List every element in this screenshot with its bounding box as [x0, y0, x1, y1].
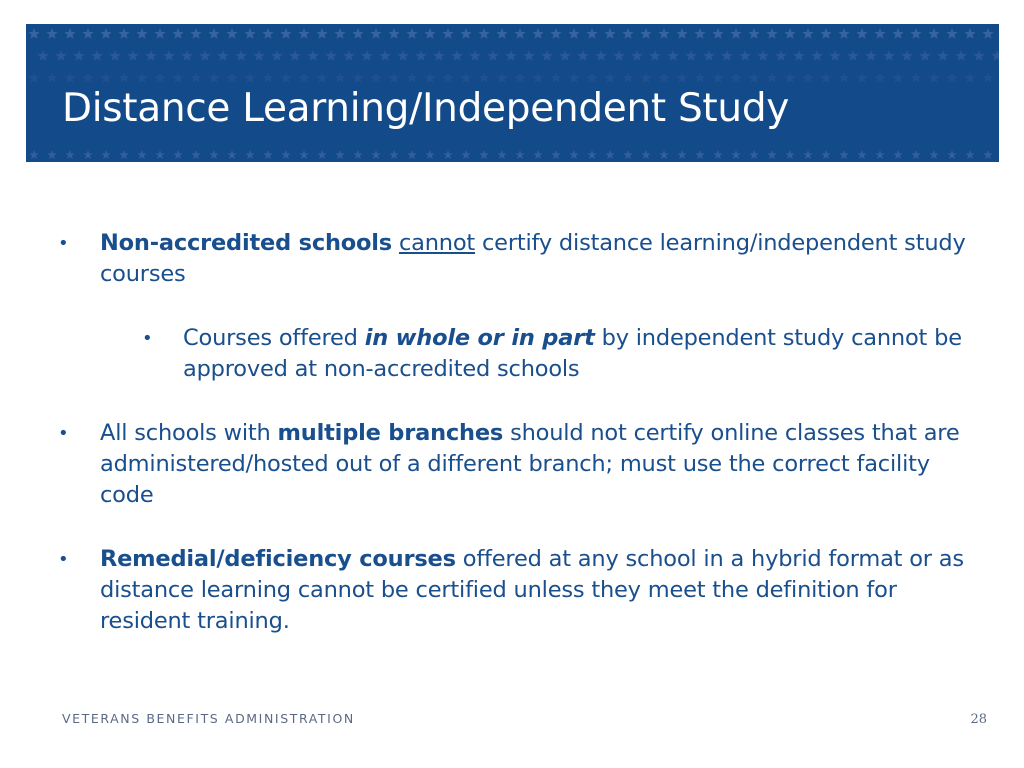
star-shape — [586, 28, 597, 39]
star-shape — [443, 150, 453, 159]
star-shape — [784, 28, 795, 39]
star-shape — [802, 28, 813, 39]
star-shape — [766, 28, 777, 39]
bullet-non-accredited — [58, 228, 978, 290]
star-shape — [695, 150, 705, 159]
star-shape — [703, 50, 714, 61]
star-shape — [460, 28, 471, 39]
star-shape — [839, 150, 849, 159]
star-shape — [910, 72, 921, 83]
star-shape — [514, 28, 525, 39]
star-shape — [388, 72, 399, 83]
star-shape — [631, 50, 642, 61]
star-shape — [208, 28, 219, 39]
star-shape — [226, 72, 237, 83]
star-shape — [281, 150, 291, 159]
star-shape — [217, 50, 228, 61]
bullet-text: by independent study cannot be approved at non-accredited schools — [183, 325, 962, 382]
star-shape — [101, 150, 111, 159]
star-shape — [622, 72, 633, 83]
star-shape — [199, 50, 210, 61]
star-shape — [298, 72, 309, 83]
star-shape — [226, 28, 237, 39]
star-shape — [929, 150, 939, 159]
star-shape — [731, 150, 741, 159]
star-shape — [568, 28, 579, 39]
bullet-bold-text: multiple branches — [277, 420, 504, 446]
star-shape — [515, 150, 525, 159]
star-shape — [757, 50, 768, 61]
bullet-dot: • — [142, 328, 153, 349]
star-shape — [245, 150, 255, 159]
star-shape — [604, 72, 615, 83]
star-shape — [605, 150, 615, 159]
star-shape — [371, 150, 381, 159]
star-shape — [136, 28, 147, 39]
star-shape — [802, 72, 813, 83]
star-shape — [982, 28, 993, 39]
star-shape — [883, 50, 894, 61]
star-shape — [172, 28, 183, 39]
star-shape — [694, 72, 705, 83]
sub-bullet-whole-or-part — [142, 323, 978, 385]
star-shape — [370, 28, 381, 39]
bullet-text: Courses offered — [183, 325, 358, 351]
star-shape — [946, 72, 957, 83]
star-shape — [361, 50, 372, 61]
star-shape — [469, 50, 480, 61]
star-shape — [47, 150, 57, 159]
star-shape — [712, 72, 723, 83]
star-shape — [145, 50, 156, 61]
star-shape — [262, 28, 273, 39]
star-shape — [137, 150, 147, 159]
star-shape — [713, 150, 723, 159]
star-shape — [244, 72, 255, 83]
star-shape — [190, 28, 201, 39]
star-shape — [442, 72, 453, 83]
star-shape — [109, 50, 120, 61]
star-shape — [343, 50, 354, 61]
star-shape — [677, 150, 687, 159]
star-shape — [155, 150, 165, 159]
star-shape — [424, 28, 435, 39]
bullet-bold-text: Remedial/deficiency courses — [100, 546, 456, 572]
star-shape — [928, 28, 939, 39]
star-shape — [865, 50, 876, 61]
star-shape — [622, 28, 633, 39]
star-shape — [577, 50, 588, 61]
star-shape — [379, 50, 390, 61]
star-shape — [983, 150, 993, 159]
star-shape — [893, 150, 903, 159]
star-shape — [64, 28, 75, 39]
star-shape — [766, 72, 777, 83]
star-shape — [649, 50, 660, 61]
star-shape — [982, 72, 993, 83]
star-shape — [451, 50, 462, 61]
star-shape — [946, 28, 957, 39]
star-shape — [307, 50, 318, 61]
star-shape — [793, 50, 804, 61]
star-shape — [397, 50, 408, 61]
star-shape — [442, 28, 453, 39]
star-shape — [640, 28, 651, 39]
star-shape — [335, 150, 345, 159]
star-shape — [640, 72, 651, 83]
star-shape — [658, 28, 669, 39]
star-shape — [586, 72, 597, 83]
star-shape — [847, 50, 858, 61]
star-shape — [173, 150, 183, 159]
star-shape — [964, 28, 975, 39]
star-shape — [28, 72, 39, 83]
star-shape — [803, 150, 813, 159]
star-shape — [118, 72, 129, 83]
star-shape — [811, 50, 822, 61]
star-shape — [64, 72, 75, 83]
star-shape — [100, 28, 111, 39]
star-shape — [334, 72, 345, 83]
star-shape — [478, 72, 489, 83]
title-banner — [26, 24, 999, 162]
star-shape — [587, 150, 597, 159]
star-shape — [964, 72, 975, 83]
bullet-text: certify distance learning/independent study courses — [100, 230, 966, 287]
bullet-text: offered at any school in a hybrid format or as distance learning cannot be certified unless they meet the definition for resident training. — [100, 546, 964, 634]
star-shape — [353, 150, 363, 159]
star-shape — [496, 28, 507, 39]
star-shape — [604, 28, 615, 39]
star-shape — [505, 50, 516, 61]
star-shape — [334, 28, 345, 39]
star-shape — [533, 150, 543, 159]
star-shape — [316, 72, 327, 83]
star-shape — [406, 28, 417, 39]
star-shape — [721, 50, 732, 61]
star-shape — [785, 150, 795, 159]
star-shape — [748, 28, 759, 39]
star-shape — [937, 50, 948, 61]
star-shape — [497, 150, 507, 159]
star-shape — [280, 72, 291, 83]
star-shape — [424, 72, 435, 83]
star-shape — [91, 50, 102, 61]
star-shape — [82, 72, 93, 83]
star-shape — [460, 72, 471, 83]
star-shape — [317, 150, 327, 159]
star-shape — [568, 72, 579, 83]
star-shape — [65, 150, 75, 159]
star-shape — [947, 150, 957, 159]
star-shape — [119, 150, 129, 159]
star-shape — [289, 50, 300, 61]
bullet-text: All schools with — [100, 420, 271, 446]
star-shape — [551, 150, 561, 159]
star-shape — [658, 72, 669, 83]
star-shape — [749, 150, 759, 159]
star-shape — [623, 150, 633, 159]
star-shape — [299, 150, 309, 159]
star-shape — [55, 50, 66, 61]
star-shape — [127, 50, 138, 61]
star-shape — [739, 50, 750, 61]
star-shape — [154, 72, 165, 83]
star-shape — [118, 28, 129, 39]
star-shape — [973, 50, 984, 61]
star-shape — [352, 28, 363, 39]
star-shape — [46, 28, 57, 39]
star-shape — [767, 150, 777, 159]
star-shape — [892, 28, 903, 39]
star-shape — [838, 28, 849, 39]
star-shape — [820, 28, 831, 39]
star-shape — [352, 72, 363, 83]
star-shape — [712, 28, 723, 39]
star-shape — [235, 50, 246, 61]
star-shape — [316, 28, 327, 39]
star-shape — [496, 72, 507, 83]
star-shape — [82, 28, 93, 39]
star-shape — [406, 72, 417, 83]
bullet-text: should not certify online classes that are administered/hosted out of a different branch; must use the correct facility code — [100, 420, 960, 508]
star-shape — [559, 50, 570, 61]
star-shape — [928, 72, 939, 83]
star-shape — [532, 72, 543, 83]
bullet-emphasis-text: in whole or in part — [364, 325, 595, 351]
star-shape — [569, 150, 579, 159]
star-shape — [532, 28, 543, 39]
bullet-dot: • — [58, 423, 69, 444]
star-shape — [100, 72, 111, 83]
star-shape — [685, 50, 696, 61]
star-shape — [514, 72, 525, 83]
star-shape — [911, 150, 921, 159]
star-shape — [875, 150, 885, 159]
star-shape — [370, 72, 381, 83]
star-shape — [874, 72, 885, 83]
bullet-underlined-text: cannot — [398, 230, 476, 256]
star-shape — [433, 50, 444, 61]
star-shape — [191, 150, 201, 159]
star-shape — [244, 28, 255, 39]
star-shape — [641, 150, 651, 159]
star-shape — [154, 28, 165, 39]
bullet-multiple-branches — [58, 418, 978, 511]
star-shape — [838, 72, 849, 83]
slide-content — [58, 228, 978, 637]
star-shape — [550, 28, 561, 39]
star-shape — [991, 50, 999, 61]
star-shape — [676, 72, 687, 83]
star-shape — [263, 150, 273, 159]
star-shape — [181, 50, 192, 61]
star-shape — [694, 28, 705, 39]
star-shape — [541, 50, 552, 61]
star-shape — [208, 72, 219, 83]
star-shape — [163, 50, 174, 61]
bullet-dot: • — [58, 549, 69, 570]
star-shape — [595, 50, 606, 61]
star-shape — [298, 28, 309, 39]
star-shape — [209, 150, 219, 159]
star-shape — [676, 28, 687, 39]
star-shape — [190, 72, 201, 83]
star-shape — [910, 28, 921, 39]
star-shape — [407, 150, 417, 159]
star-shape — [856, 72, 867, 83]
star-shape — [487, 50, 498, 61]
star-shape — [784, 72, 795, 83]
star-shape — [919, 50, 930, 61]
star-shape — [388, 28, 399, 39]
star-shape — [37, 50, 48, 61]
star-shape — [172, 72, 183, 83]
star-shape — [748, 72, 759, 83]
star-shape — [271, 50, 282, 61]
star-shape — [613, 50, 624, 61]
star-shape — [955, 50, 966, 61]
page-number: 28 — [970, 712, 987, 727]
star-shape — [730, 28, 741, 39]
star-shape — [667, 50, 678, 61]
star-shape — [136, 72, 147, 83]
slide-title: Distance Learning/Independent Study — [62, 86, 790, 131]
star-shape — [46, 72, 57, 83]
bullet-remedial — [58, 544, 978, 637]
star-shape — [73, 50, 84, 61]
bullet-bold-text: Non-accredited schools — [100, 230, 393, 256]
star-shape — [856, 28, 867, 39]
star-shape — [901, 50, 912, 61]
star-shape — [659, 150, 669, 159]
star-shape — [83, 150, 93, 159]
bullet-dot: • — [58, 233, 69, 254]
star-shape — [415, 50, 426, 61]
star-shape — [874, 28, 885, 39]
star-shape — [965, 150, 975, 159]
star-shape — [892, 72, 903, 83]
star-shape — [478, 28, 489, 39]
star-shape — [775, 50, 786, 61]
star-shape — [857, 150, 867, 159]
star-shape — [820, 72, 831, 83]
star-shape — [253, 50, 264, 61]
star-shape — [550, 72, 561, 83]
star-shape — [425, 150, 435, 159]
star-shape — [523, 50, 534, 61]
star-shape — [227, 150, 237, 159]
star-shape — [28, 28, 39, 39]
star-shape — [829, 50, 840, 61]
star-shape — [479, 150, 489, 159]
star-shape — [821, 150, 831, 159]
footer-organization: VETERANS BENEFITS ADMINISTRATION — [62, 711, 355, 726]
star-shape — [280, 28, 291, 39]
star-shape — [262, 72, 273, 83]
star-shape — [29, 150, 39, 159]
star-shape — [325, 50, 336, 61]
star-shape — [389, 150, 399, 159]
star-shape — [730, 72, 741, 83]
star-shape — [461, 150, 471, 159]
